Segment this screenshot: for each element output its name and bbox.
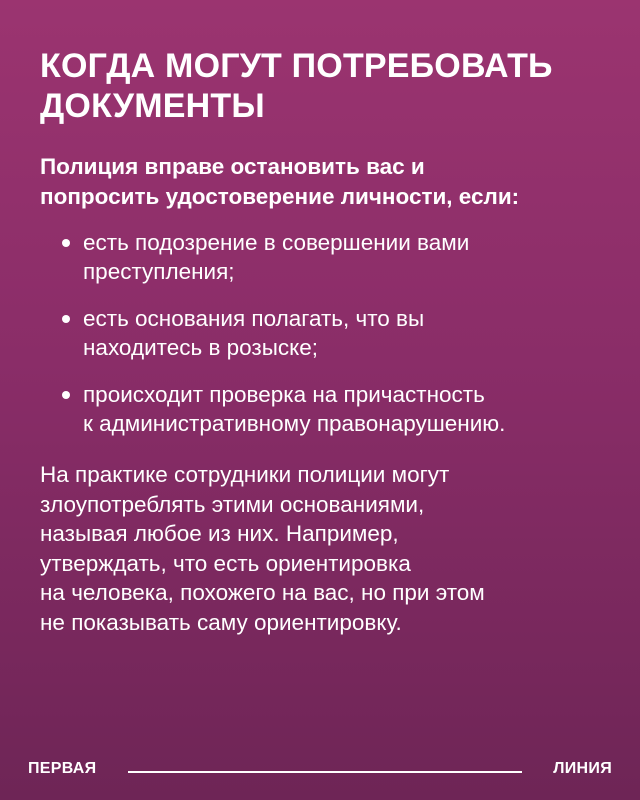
title-line-2: ДОКУМЕНТЫ	[40, 87, 265, 125]
paragraph-line: На практике сотрудники полиции могут	[40, 462, 450, 487]
bullet-dot-icon	[62, 391, 70, 399]
body-paragraph	[40, 460, 610, 637]
list-item	[40, 380, 610, 438]
page-title	[40, 46, 610, 126]
conditions-list	[40, 228, 610, 456]
paragraph-line: не показывать саму ориентировку.	[40, 609, 402, 635]
subtitle-line-1: Полиция вправе остановить вас и	[40, 154, 425, 179]
brand-left-text: ПЕРВАЯ	[28, 760, 97, 777]
list-item	[40, 228, 610, 286]
bullet-dot-icon	[62, 315, 70, 323]
list-item-line: к административному правонарушению.	[83, 411, 506, 436]
brand-right-text: ЛИНИЯ	[553, 760, 612, 777]
list-item-line: есть основания полагать, что вы	[83, 306, 425, 331]
bullet-dot-icon	[62, 239, 70, 247]
footer-brand	[0, 756, 640, 786]
list-item-line: происходит проверка на причастность	[83, 382, 485, 407]
paragraph-line: утверждать, что есть ориентировка	[40, 550, 411, 576]
title-line-1: КОГДА МОГУТ ПОТРЕБОВАТЬ	[40, 47, 553, 85]
subtitle	[40, 152, 610, 212]
paragraph-line: на человека, похожего на вас, но при этом	[40, 580, 485, 605]
list-item	[40, 304, 610, 362]
paragraph-line: злоупотреблять этими основаниями,	[40, 491, 425, 517]
subtitle-line-2: попросить удостоверение личности, если:	[40, 184, 520, 209]
footer-divider	[128, 771, 522, 773]
list-item-line: есть подозрение в совершении вами	[83, 230, 470, 255]
paragraph-line: называя любое из них. Например,	[40, 521, 399, 546]
list-item-line: находитесь в розыске;	[83, 335, 319, 360]
list-item-line: преступления;	[83, 259, 235, 284]
